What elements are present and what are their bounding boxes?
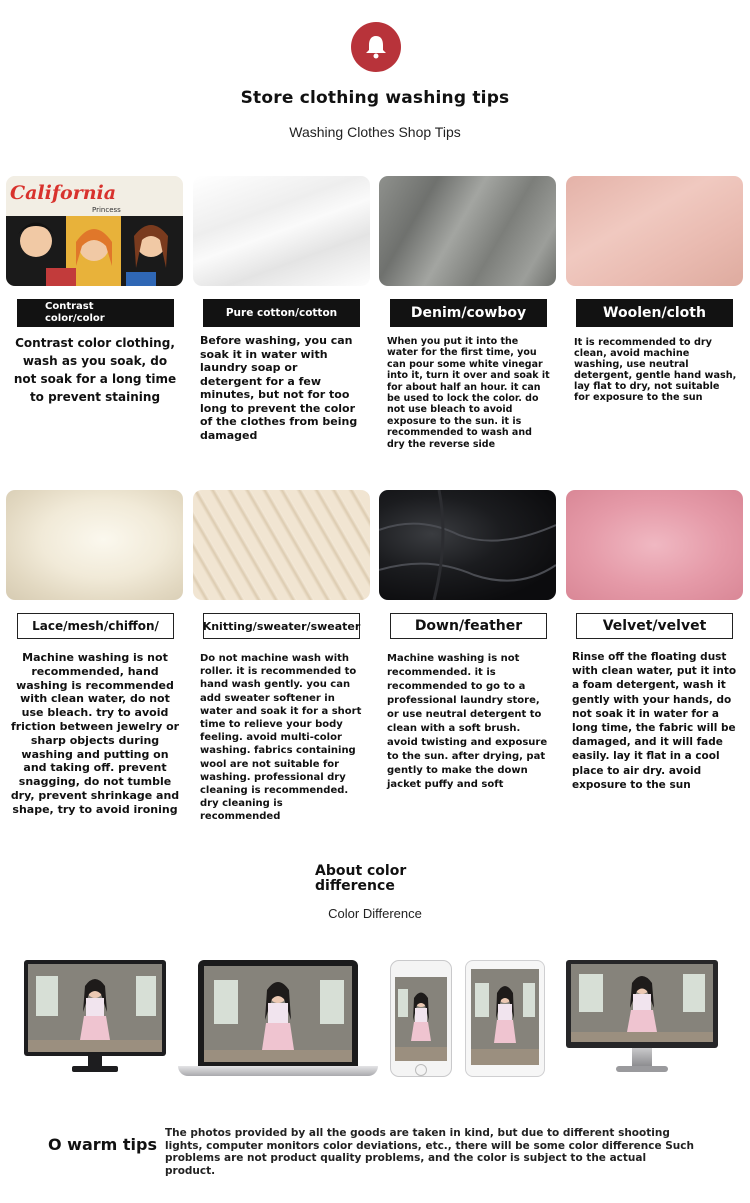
page-title: Store clothing washing tips xyxy=(240,88,510,108)
label-woolen xyxy=(576,299,733,327)
label-knitting-text: Knitting/sweater/sweater xyxy=(202,619,361,633)
label-lace-text: Lace/mesh/chiffon/ xyxy=(32,619,159,633)
desc-contrast-color: Contrast color clothing, wash as you soak, do not soak for a long time to prevent staining xyxy=(13,336,177,404)
phone-screen-photo xyxy=(395,977,447,1061)
denim-swatch xyxy=(379,176,556,286)
desc-denim: When you put it into the water for the first time, you can pour some white vinegar into it, turn it over and soak it for about half an hour. it can be used to lock the color. do not use bleach to avoid exposure to the sun. it is recommended to wash and dry the reverse side xyxy=(387,336,550,450)
label-down-text: Down/feather xyxy=(414,618,523,634)
label-knitting xyxy=(203,613,360,639)
desc-woolen: It is recommended to dry clean, avoid machine washing, use neutral detergent, gentle hand wash, lay flat to dry, not suitable for exposure to the sun xyxy=(574,337,737,403)
woolen-swatch xyxy=(566,176,743,286)
monitor-screen-photo xyxy=(28,964,162,1052)
tablet-device xyxy=(465,960,545,1077)
label-lace xyxy=(17,613,174,639)
knitting-swatch xyxy=(193,490,370,600)
label-pure-cotton-text: Pure cotton/cotton xyxy=(225,307,338,319)
desktop-monitor-screen-photo xyxy=(571,964,713,1042)
phone-device xyxy=(390,960,452,1077)
desc-pure-cotton: Before washing, you can soak it in water with laundry soap or detergent for a few minutes, but not for too long to prevent the color of the clothes from being damaged xyxy=(200,334,358,442)
desc-knitting: Do not machine wash with roller. it is recommended to hand wash gently. you can add sweater softener in water and soak it for a short time to relieve your body feeling. avoid multi-color washing. fabrics containing wool are not suitable for washing. professional dry cleaning is recommended. dry cleaning is recommended xyxy=(200,653,362,823)
label-pure-cotton xyxy=(203,299,360,327)
velvet-swatch xyxy=(566,490,743,600)
down-swatch xyxy=(379,490,556,600)
desc-velvet: Rinse off the floating dust with clean water, put it into a foam detergent, wash it gently with your hands, do not soak it in water for a long time, the fabric will be damaged, and it will fade easily. lay it flat in a cool place to air dry. avoid exposure to the sun xyxy=(572,651,737,791)
laptop-device xyxy=(178,960,378,1078)
tablet-screen-photo xyxy=(471,969,539,1065)
swatch-print-subtext: Princess xyxy=(92,206,121,214)
page-subtitle: Washing Clothes Shop Tips xyxy=(289,124,461,140)
laptop-screen-photo xyxy=(204,966,352,1062)
label-contrast-color-text: Contrast color/color xyxy=(45,301,105,324)
color-difference-title: About color difference xyxy=(315,863,407,894)
label-velvet xyxy=(576,613,733,639)
contrast-color-swatch xyxy=(6,176,183,286)
desktop-monitor-device xyxy=(566,960,718,1076)
desc-lace: Machine washing is not recommended, hand washing is recommended with clean water, do not use bleach. try to avoid friction between jewelry or sharp objects during washing and putting on and taking off. prevent snagging, do not tumble dry, prevent shrinkage and shape, try to avoid ironing xyxy=(10,651,180,816)
color-difference-subtitle: Color Difference xyxy=(328,906,422,921)
label-contrast-color xyxy=(17,299,174,327)
label-denim-text: Denim/cowboy xyxy=(410,305,527,321)
warm-tips-text: The photos provided by all the goods are taken in kind, but due to different shooting lights, computer monitors color deviations, etc., there will be some color difference Such problems are not product quality problems, and the color is subject to the actual product. xyxy=(165,1127,694,1177)
label-down xyxy=(390,613,547,639)
swatch-print-text: California xyxy=(10,182,117,204)
monitor-device xyxy=(24,960,166,1072)
label-denim xyxy=(390,299,547,327)
warm-tips-title: O warm tips xyxy=(48,1135,157,1154)
desc-down: Machine washing is not recommended. it is recommended to go to a professional laundry store, or use neutral detergent to clean with a soft brush. avoid twisting and exposure to the sun. after drying, pat gently to make the down jacket puffy and soft xyxy=(387,653,548,790)
label-velvet-text: Velvet/velvet xyxy=(602,618,707,634)
lace-swatch xyxy=(6,490,183,600)
label-woolen-text: Woolen/cloth xyxy=(603,305,706,321)
bell-icon xyxy=(351,22,401,72)
bell-glyph xyxy=(361,32,391,62)
cotton-swatch xyxy=(193,176,370,286)
